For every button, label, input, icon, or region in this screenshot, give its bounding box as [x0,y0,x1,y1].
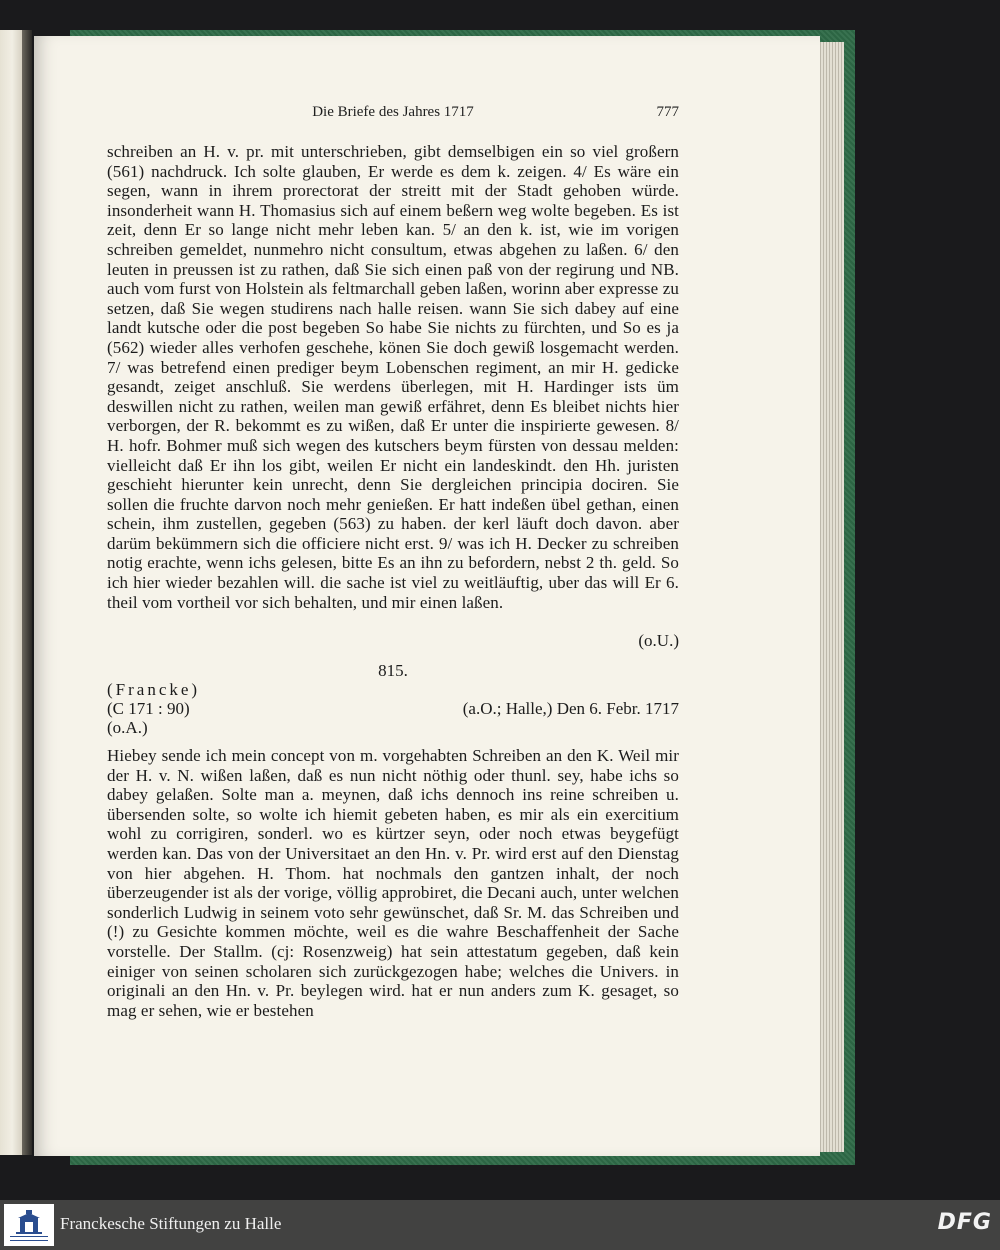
running-head [107,104,679,126]
book-gutter [22,30,32,1155]
left-page-edge [0,30,22,1155]
logo-icon [4,1204,54,1246]
letter-meta-line [107,699,679,719]
archive-signature: (C 171 : 90) [107,699,190,718]
dfg-logo[interactable]: DFG [937,1210,992,1235]
running-head-title: Die Briefe des Jahres 1717 [312,104,474,120]
institution-name[interactable]: Franckesche Stiftungen zu Halle [60,1214,282,1233]
letter-place-date: (a.O.; Halle,) Den 6. Febr. 1717 [462,699,679,718]
letter-body: Hiebey sende ich mein concept von m. vorgehabten Schreiben an den K. Weil mir der H. v. N. wißen laßen, daß es nun nicht nöthig oder thunl. sey, habe ichs so dabey gelaßen. Solte man a. meynen, daß ichs dennoch ins reine schreiben u. übersenden solte, so wolte ich hiemit gebeten haben, es mir als ein exercitium wohl zu corrigiren, sonderl. wo es kürtzer seyn, oder noch etwas beygefügt werden kan. Das von der Universitaet an den Hn. v. Pr. wird erst auf den Dienstag von hier abgehen. H. Thom. hat nochmals den gantzen inhalt, der noch überzeugender ist als der vorige, völlig approbiret, die Decani auch, unter welchen sonderlich Ludwig in seinem voto sehr gewünschet, daß Sr. M. das Schreiben und (!) zu Gesichte kommen möchte, weil es die wahre Beschaffenheit der Sache vorstelle. Der Stallm. (cj: Rosenzweig) hat sein attestatum gegeben, daß kein einiger von seinen scholaren sich zurückgezogen habe; welches die Univers. in originali an den Hn. v. Pr. beylegen wird. hat er nun anders zum K. gesaget, so mag er sehen, wie er bestehen [107,746,679,1020]
page-number: 777 [656,104,679,120]
letter-origin: (o.A.) [107,718,148,737]
letter-author: (Francke) [107,680,201,699]
letter-signature-previous: (o.U.) [638,631,679,650]
institution-logo[interactable] [4,1204,54,1246]
page-edges [818,42,844,1152]
viewer-footer [0,1200,1000,1250]
letter-number: 815. [378,661,408,680]
letter-body-previous: schreiben an H. v. pr. mit unterschrieben, gibt demselbigen ein so viel großern (561) nachdruck. Ich solte glauben, Er werde es dem k. zeigen. 4/ Es wäre ein segen, wann in ihrem prorectorat der streitt mit der Stadt gehoben würde. insonderheit wann H. Thomasius sich auf einem beßern weg wolte begeben. Es ist zeit, denn Er so lange nicht mehr leben kan. 5/ an den k. ist, wie im vorigen schreiben gemeldet, nunmehro nicht consultum, etwas abgehen zu laßen. 6/ den leuten in preussen ist zu rathen, daß Sie sich einen paß von der regirung und NB. auch vom furst von Holstein als feltmarchall geben laßen, worinn aber expresse zu setzen, daß Sie wegen studirens nach halle reisen. wann Sie sich dabey auf eine landt kutsche oder die post begeben So habe Sie nichts zu fürchten, und So es ja (562) wieder alles verhofen geschehe, könen Sie doch gewiß losgemacht werden. 7/ was betrefend einen prediger beym Lobenschen regiment, an mir H. gedicke gesandt, zeiget anschluß. Sie werdens überlegen, mit H. Hardinger ists üm deswillen nicht zu rathen, weilen man gewiß erfähret, denn Es bleibet nichts hier verborgen, der R. bekommt es zu wißen, daß Er unter die inspirierte gewesen. 8/ H. hofr. Bohmer muß sich wegen des kutschers beym fürsten von dessau melden: vielleicht daß Er ihn los gibt, weilen Er nicht ein landeskindt. den Hh. juristen geschieht hierunter kein unrecht, denn Sie dergleichen principia dociren. Sie sollen die fruchte darvon noch mehr genießen. Er hatt indeßen übel gethan, einen schein, ihm zustellen, gegeben (563) zu haben. der kerl läuft doch davon. aber darüm bekümmern sich die officiere nicht erst. 9/ was ich H. Decker zu schreiben notig erachte, wenn ichs gelesen, bitte Es an ihn zu befordern, nebst 2 th. geld. So ich hier wieder bezahlen will. die sache ist viel zu weitläuftig, uber das will Er 6. theil vom vortheil vor sich behalten, und mir einen laßen. [107,142,679,612]
